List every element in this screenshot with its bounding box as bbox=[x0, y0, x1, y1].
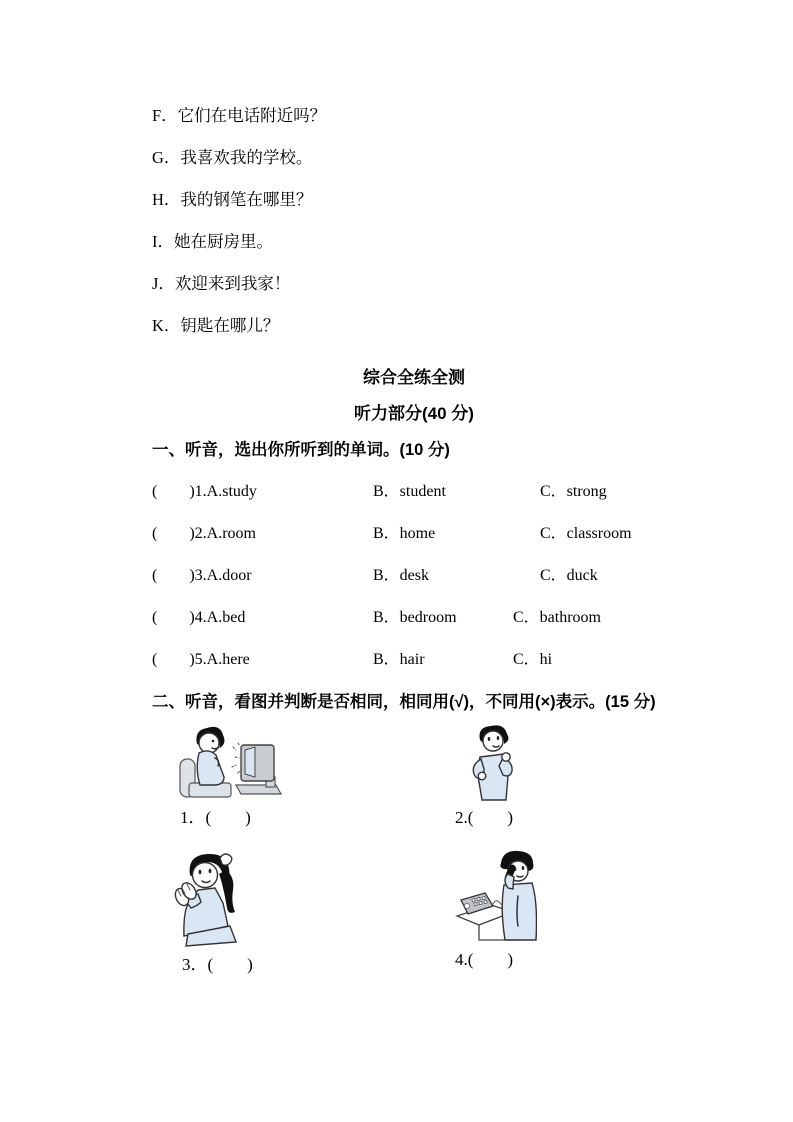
boy-on-telephone-illustration bbox=[455, 848, 537, 943]
choice-2-blank-a: ( )2.A.room bbox=[152, 525, 256, 542]
answer-blank-2: 2.( ) bbox=[455, 808, 514, 827]
choice-5-blank-a: ( )5.A.here bbox=[152, 651, 250, 668]
choice-3-blank-a: ( )3.A.door bbox=[152, 567, 252, 584]
choice-table bbox=[152, 471, 676, 681]
matching-option-j: J．欢迎来到我家！ bbox=[152, 274, 291, 293]
choice-1-blank-a: ( )1.A.study bbox=[152, 483, 257, 500]
choice-5-c: C．hi bbox=[513, 651, 553, 668]
answer-blank-3: 3．( ) bbox=[182, 955, 253, 974]
boy-flexing-arm-illustration bbox=[460, 723, 526, 801]
listening-part-title: 听力部分(40 分) bbox=[354, 404, 474, 423]
choice-4-blank-a: ( )4.A.bed bbox=[152, 609, 246, 626]
matching-option-h: H．我的钢笔在哪里？ bbox=[152, 190, 313, 209]
picture-item-1 bbox=[152, 723, 455, 835]
picture-item-4 bbox=[455, 848, 676, 982]
matching-options-list bbox=[152, 0, 676, 347]
choice-4-b: B．bedroom bbox=[373, 609, 457, 626]
choice-1-c: C．strong bbox=[540, 483, 607, 500]
choice-2-b: B．home bbox=[373, 525, 436, 542]
test-title: 综合全练全测 bbox=[363, 368, 465, 387]
picture-item-2 bbox=[455, 723, 676, 835]
girl-clapping-illustration bbox=[168, 848, 256, 948]
matching-option-i: I．她在厨房里。 bbox=[152, 232, 273, 251]
matching-option-g: G．我喜欢我的学校。 bbox=[152, 148, 313, 167]
section1-heading: 一、听音，选出你所听到的单词。(10 分) bbox=[152, 441, 450, 459]
answer-blank-4: 4.( ) bbox=[455, 950, 514, 969]
answer-blank-1: 1．( ) bbox=[180, 808, 251, 827]
choice-5-b: B．hair bbox=[373, 651, 425, 668]
choice-1-b: B．student bbox=[373, 483, 446, 500]
choice-3-b: B．desk bbox=[373, 567, 430, 584]
exam-page bbox=[152, 0, 676, 982]
choice-4-c: C．bathroom bbox=[513, 609, 601, 626]
picture-item-3 bbox=[152, 848, 455, 982]
choice-3-c: C．duck bbox=[540, 567, 598, 584]
section2-heading: 二、听音，看图并判断是否相同，相同用(√)，不同用(×)表示。(15 分) bbox=[152, 693, 656, 711]
matching-option-f: F．它们在电话附近吗？ bbox=[152, 106, 327, 125]
choice-2-c: C．classroom bbox=[540, 525, 632, 542]
picture-judge-grid bbox=[152, 723, 676, 982]
matching-option-k: K．钥匙在哪儿？ bbox=[152, 316, 280, 335]
child-watching-tv-illustration bbox=[178, 723, 282, 801]
